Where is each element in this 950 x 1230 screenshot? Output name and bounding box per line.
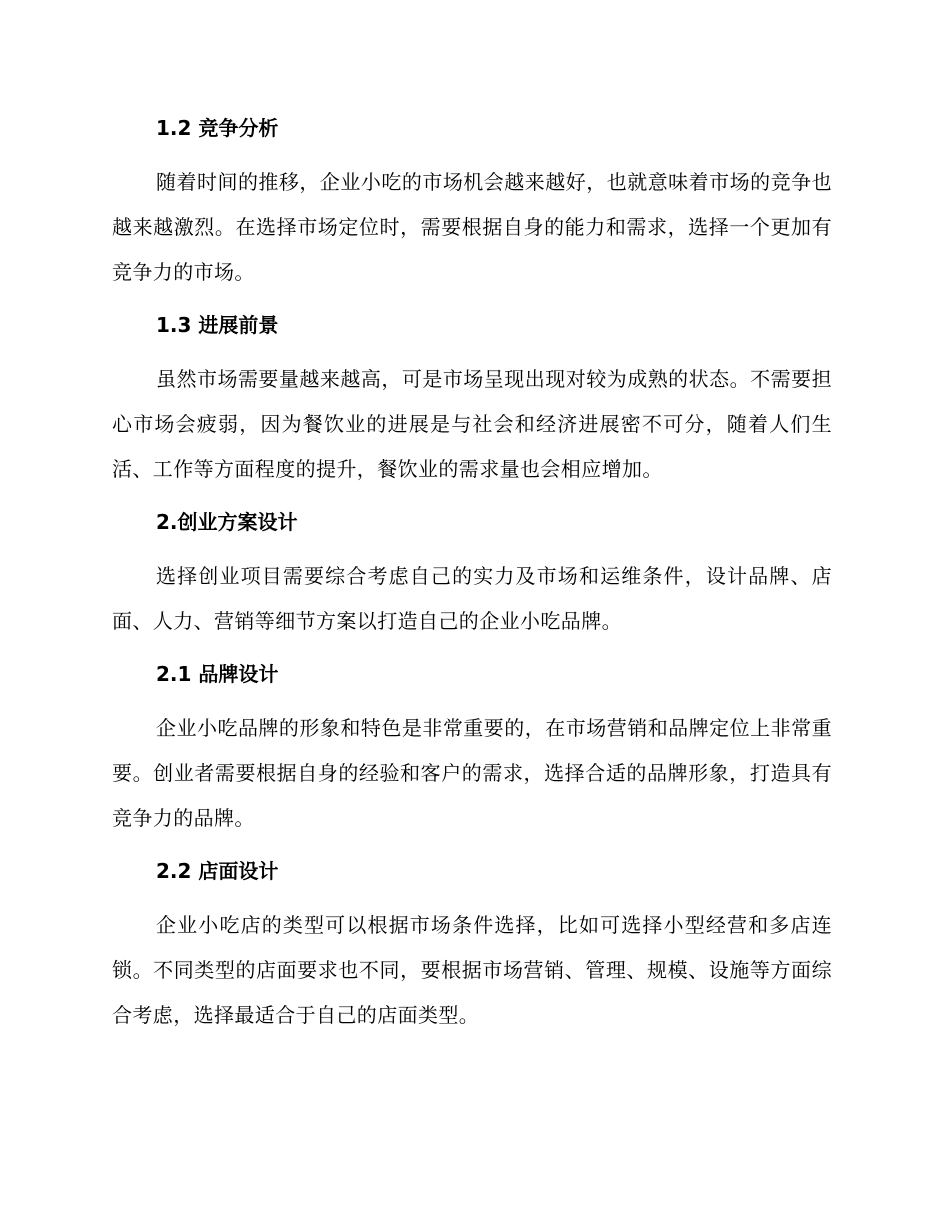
- section-heading: 2.创业方案设计: [156, 510, 298, 534]
- section-brand-design: [112, 654, 832, 841]
- section-paragraph: 随着时间的推移，企业小吃的市场机会越来越好，也就意味着市场的竞争也越来越激烈。在选择市场定位时，需要根据自身的能力和需求，选择一个更加有竞争力的市场。: [112, 170, 832, 284]
- section-paragraph: 选择创业项目需要综合考虑自己的实力及市场和运维条件，设计品牌、店面、人力、营销等细节方案以打造自己的企业小吃品牌。: [112, 564, 832, 633]
- section-paragraph: 企业小吃店的类型可以根据市场条件选择，比如可选择小型经营和多店连锁。不同类型的店面要求也不同，要根据市场营销、管理、规模、设施等方面综合考虑，选择最适合于自己的店面类型。: [112, 913, 832, 1027]
- section-business-plan-design: [112, 502, 832, 644]
- section-heading: 2.1 品牌设计: [156, 662, 279, 686]
- section-paragraph: 虽然市场需要量越来越高，可是市场呈现出现对较为成熟的状态。不需要担心市场会疲弱，因为餐饮业的进展是与社会和经济进展密不可分，随着人们生活、工作等方面程度的提升，餐饮业的需求量也会相应增加。: [112, 367, 832, 481]
- section-development-prospects: [112, 305, 832, 492]
- section-storefront-design: [112, 851, 832, 1038]
- section-heading: 2.2 店面设计: [156, 859, 279, 883]
- section-paragraph: 企业小吃品牌的形象和特色是非常重要的，在市场营销和品牌定位上非常重要。创业者需要根据自身的经验和客户的需求，选择合适的品牌形象，打造具有竞争力的品牌。: [112, 716, 832, 830]
- section-heading: 1.2 竞争分析: [156, 116, 279, 140]
- section-heading: 1.3 进展前景: [156, 313, 279, 337]
- document-body: [112, 108, 832, 1048]
- section-competition-analysis: [112, 108, 832, 295]
